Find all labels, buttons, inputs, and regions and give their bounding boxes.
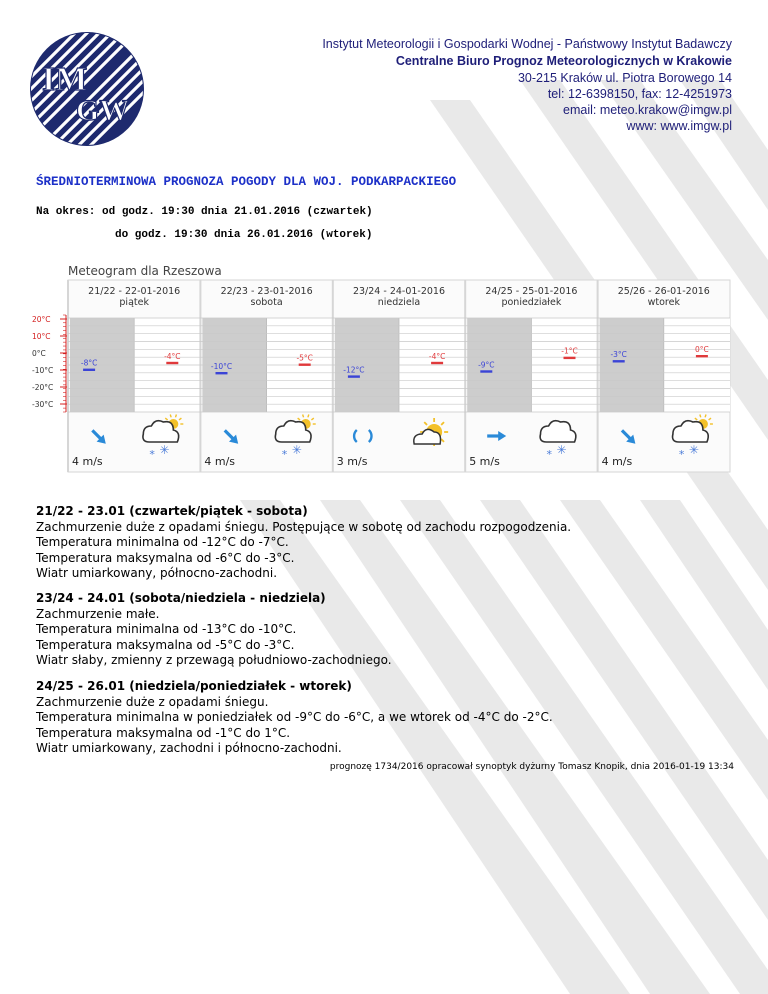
snowflake: *: [546, 448, 553, 461]
section-line: Wiatr słaby, zmienny z przewagą południowo-zachodniego.: [36, 653, 392, 667]
footer-signature: prognozę 1734/2016 opracował synoptyk dyżurny Tomasz Knopik, dnia 2016-01-19 13:34: [329, 762, 734, 772]
meteogram-title: Meteogram dla Rzeszowa: [68, 264, 222, 278]
logo-text-top: IM: [42, 61, 88, 98]
snowflake: *: [149, 448, 155, 461]
max-temp-bar: [431, 362, 443, 364]
day-weekday: poniedziałek: [501, 297, 562, 308]
day-weekday: niedziela: [377, 297, 421, 308]
max-temp-bar: [696, 355, 708, 357]
max-temp-label: -4°C: [428, 351, 446, 361]
wind-speed: 5 m/s: [469, 455, 500, 468]
logo-text-bottom: GW: [76, 94, 130, 127]
min-temp-label: -10°C: [210, 362, 233, 371]
snowflake: ✳: [159, 443, 170, 457]
day-weekday: sobota: [250, 297, 283, 308]
wind-speed: 4 m/s: [72, 455, 103, 468]
min-temp-label: -8°C: [80, 358, 98, 368]
scale-label: -30°C: [32, 400, 54, 409]
sun-ray: [308, 414, 309, 417]
snowflake: *: [678, 448, 685, 461]
section-heading: 23/24 - 24.01 (sobota/niedziela - niedziela): [36, 591, 326, 605]
section-2: [36, 591, 392, 669]
section-line: Zachmurzenie małe.: [36, 606, 160, 621]
max-temp-bar: [299, 364, 311, 366]
min-temp-bar: [613, 360, 625, 362]
header-email[interactable]: email: meteo.krakow@imgw.pl: [563, 103, 732, 117]
period-from: Na okres: od godz. 19:30 dnia 21.01.2016 (czwartek): [36, 206, 373, 218]
min-temp-bar: [83, 369, 95, 371]
section-line: Temperatura minimalna w poniedziałek od -9°C do -6°C, a we wtorek od -4°C do -2°C.: [36, 710, 553, 724]
min-temp-label: -3°C: [610, 350, 627, 360]
max-temp-label: -4°C: [164, 351, 181, 361]
meteogram: [32, 260, 734, 480]
section-line: Zachmurzenie duże z opadami śniegu.: [36, 694, 269, 709]
header-phone: tel: 12-6398150, fax: 12-4251973: [547, 87, 732, 101]
day-range: 25/26 - 26-01-2016: [617, 286, 710, 297]
section-line: Temperatura maksymalna od -6°C do -3°C.: [36, 550, 295, 565]
day-weekday: piątek: [119, 297, 149, 308]
header-address: 30-215 Kraków ul. Piotra Borowego 14: [517, 71, 732, 85]
scale-label: 20°C: [32, 315, 51, 324]
period-to: do godz. 19:30 dnia 26.01.2016 (wtorek): [115, 229, 373, 241]
section-heading: 21/22 - 23.01 (czwartek/piątek - sobota): [36, 504, 308, 518]
forecast-title: ŚREDNIOTERMINOWA PROGNOZA POGODY DLA WOJ. PODKARPACKIEGO: [36, 175, 457, 189]
min-temp-label: -12°C: [343, 365, 365, 375]
max-temp-bar: [166, 362, 178, 364]
sun-ray: [303, 414, 304, 417]
min-temp-label: -9°C: [478, 360, 495, 370]
day-range: 23/24 - 24-01-2016: [352, 286, 446, 297]
scale-label: -20°C: [32, 383, 54, 392]
day-range: 22/23 - 23-01-2016: [220, 286, 313, 297]
sun-ray: [175, 414, 176, 417]
header-institute: Instytut Meteorologii i Gospodarki Wodnej - Państwowy Instytut Badawczy: [322, 37, 732, 51]
snowflake: ✳: [556, 443, 567, 457]
min-temp-bar: [348, 375, 360, 377]
header-www[interactable]: www: www.imgw.pl: [626, 119, 732, 133]
sun-ray: [170, 414, 171, 417]
section-line: Temperatura maksymalna od -1°C do 1°C.: [36, 725, 291, 740]
snowflake: ✳: [291, 443, 302, 457]
section-1: [36, 504, 571, 582]
sun-ray: [700, 414, 701, 417]
scale-label: 10°C: [32, 332, 51, 341]
section-line: Temperatura minimalna od -13°C do -10°C.: [36, 622, 297, 636]
max-temp-label: -1°C: [561, 346, 578, 356]
section-line: Temperatura maksymalna od -5°C do -3°C.: [36, 637, 295, 652]
header-office: Centralne Biuro Prognoz Meteorologicznych w Krakowie: [395, 54, 732, 68]
wind-speed: 4 m/s: [601, 455, 633, 468]
section-line: Wiatr umiarkowany, północno-zachodni.: [36, 566, 278, 580]
section-line: Zachmurzenie duże z opadami śniegu. Postępujące w sobotę od zachodu rozpogodzenia.: [36, 519, 572, 534]
day-range: 21/22 - 22-01-2016: [88, 286, 181, 297]
min-temp-bar: [480, 370, 492, 372]
section-3: [36, 679, 553, 757]
wind-speed: 3 m/s: [336, 455, 368, 468]
scale-label: 0°C: [32, 349, 46, 358]
section-heading: 24/25 - 26.01 (niedziela/poniedziałek - wtorek): [36, 679, 352, 693]
wind-speed: 4 m/s: [204, 455, 236, 468]
max-temp-bar: [564, 357, 576, 359]
section-line: Wiatr umiarkowany, zachodni i północno-zachodni.: [36, 741, 342, 755]
section-line: Temperatura minimalna od -12°C do -7°C.: [36, 535, 289, 549]
max-temp-label: -5°C: [296, 353, 313, 363]
min-temp-bar: [216, 372, 228, 374]
sun-ray: [705, 414, 706, 417]
scale-label: -10°C: [32, 366, 54, 375]
snowflake: ✳: [688, 443, 699, 457]
imgw-logo: [28, 30, 146, 148]
day-range: 24/25 - 25-01-2016: [485, 286, 578, 297]
max-temp-label: 0°C: [695, 345, 709, 354]
snowflake: *: [281, 448, 288, 461]
day-weekday: wtorek: [647, 297, 680, 308]
